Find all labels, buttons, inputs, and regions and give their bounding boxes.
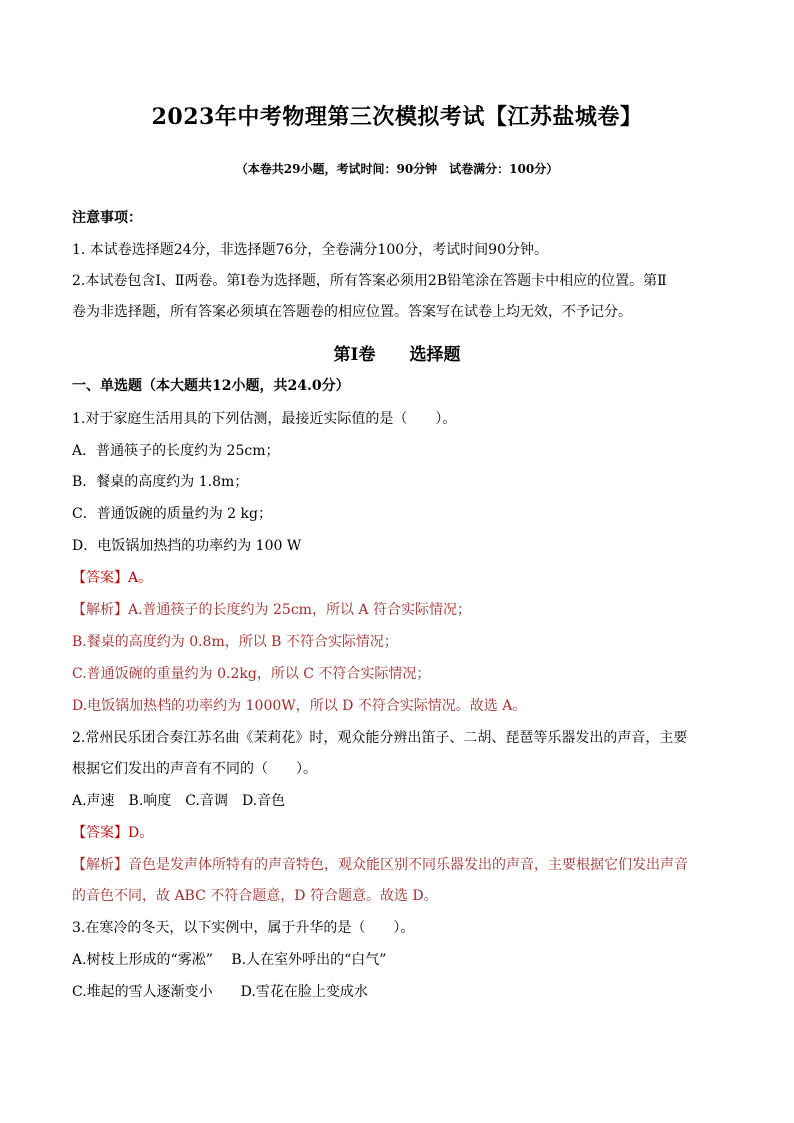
question-3-stem: 3.在寒冷的冬天，以下实例中，属于升华的是（ ）。 [72,920,415,936]
question-1-option-c: C．普通饭碗的质量约为 2 kg； [72,506,272,522]
question-2-stem-line-1: 2.常州民乐团合奏江苏名曲《茉莉花》时，观众能分辨出笛子、二胡、琵琶等乐器发出的声音，主要 [72,730,688,746]
question-2-analysis-line-1: 【解析】音色是发声体所特有的声音特色，观众能区别不同乐器发出的声音，主要根据它们发出声音 [72,857,688,873]
part-heading: 一、单选题（本大题共12小题，共24.0分） [72,378,350,394]
question-1-analysis-1: 【解析】A.普通筷子的长度约为 25cm，所以 A 符合实际情况； [72,602,471,618]
question-2-stem-line-2: 根据它们发出的声音有不同的（ ）。 [72,761,317,777]
question-2-options: A.声速 B.响度 C.音调 D.音色 [72,793,286,809]
question-2-analysis-line-2: 的音色不同，故 ABC 不符合题意，D 符合题意。故选 D。 [72,888,438,904]
question-1-option-b: B．餐桌的高度约为 1.8m； [72,474,249,490]
question-1-analysis-4: D.电饭锅加热档的功率约为 1000W，所以 D 不符合实际情况。故选 A。 [72,698,527,714]
question-1-analysis-2: B.餐桌的高度约为 0.8m，所以 B 不符合实际情况； [72,634,398,650]
question-2-answer: 【答案】D。 [72,825,154,841]
question-1-analysis-3: C.普通饭碗的重量约为 0.2kg，所以 C 不符合实际情况； [72,666,431,682]
section-title: 第Ⅰ卷 选择题 [333,345,461,365]
notice-item-2-line-1: 2.本试卷包含Ⅰ、Ⅱ两卷。第Ⅰ卷为选择题，所有答案必须用2B铅笔涂在答题卡中相应的位置。第Ⅱ [72,273,667,289]
notice-item-2-line-2: 卷为非选择题，所有答案必须填在答题卷的相应位置。答案写在试卷上均无效，不予记分。 [72,304,632,320]
question-3-options-line-1: A.树枝上形成的“雾凇” B.人在室外呼出的“白气” [72,952,387,968]
question-1-option-a: A．普通筷子的长度约为 25cm； [72,443,280,459]
notice-item-1: 1. 本试卷选择题24分，非选择题76分，全卷满分100分，考试时间90分钟。 [72,242,548,258]
question-3-options-line-2: C.堆起的雪人逐渐变小 D.雪花在脸上变成水 [72,984,368,1000]
page-title: 2023年中考物理第三次模拟考试【江苏盐城卷】 [151,104,643,130]
exam-subtitle: （本卷共29小题，考试时间：90分钟 试卷满分：100分） [235,162,559,176]
question-1-option-d: D．电饭锅加热挡的功率约为 100 W [72,538,302,554]
notice-heading: 注意事项： [72,210,142,226]
question-1-stem: 1.对于家庭生活用具的下列估测，最接近实际值的是（ ）。 [72,411,457,427]
question-1-answer: 【答案】A。 [72,570,153,586]
